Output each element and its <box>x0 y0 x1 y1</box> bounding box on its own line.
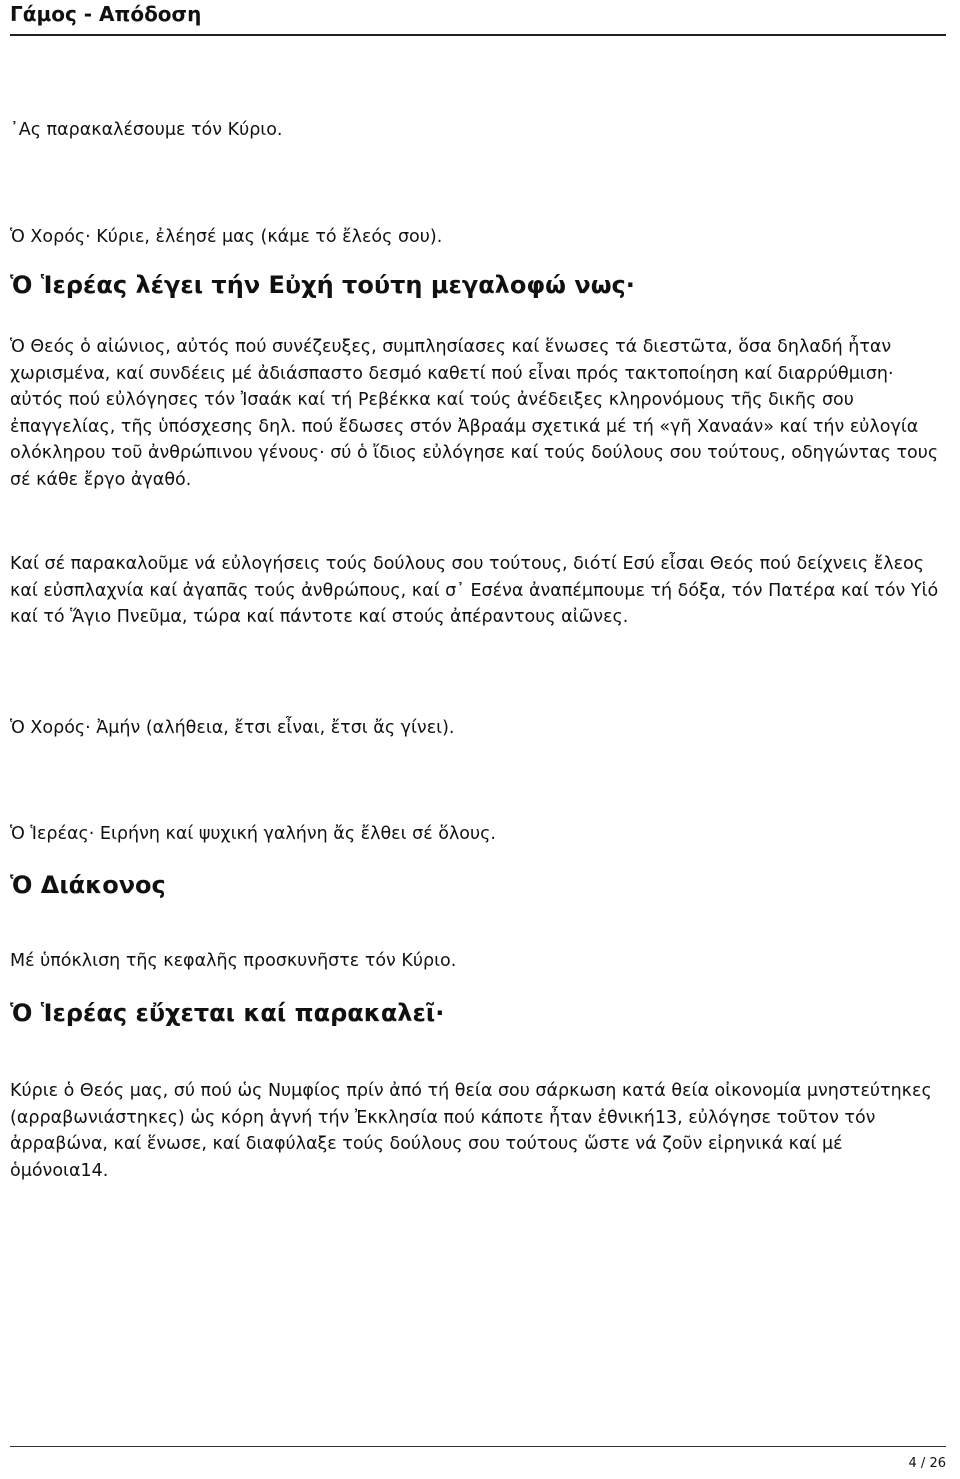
prayer-paragraph: Ὁ Θεός ὁ αἰώνιος, αὐτός πού συνέζευξες, συμπλησίασες καί ἕνωσες τά διεστῶτα, ὅσα δηλαδή ἦταν χωρισμένα, καί συνδέεις μέ ἀδιάσπαστο δεσμό καθετί πού εἶναι πρός τακτοποίηση καί διαρρύθμιση· αὐτός πού εὐλόγησες τόν Ἰσαάκ καί τή Ρεβέκκα καί τούς ἀνέδειξες κληρονόμους τῆς δικῆς σου ἐπαγγελίας, τῆς ὑπόσχεσης δηλ. πού ἔδωσες στόν Ἀβραάμ σχετικά μέ τή «γῆ Χαναάν» καί τήν εὐλογία ολόκληρου τοῦ ἀνθρώπινου γένους· σύ ὁ ἴδιος εὐλόγησε καί τούς δούλους σου τούτους, οδηγώντας τους σέ κάθε ἔργο ἀγαθό. <box>10 337 939 490</box>
section-heading-priest-prays: Ὁ Ἱερέας εὔχεται καί παρακαλεῖ· <box>10 999 445 1027</box>
page-number: 4 / 26 <box>908 1456 946 1471</box>
document-title: Γάμος - Απόδοση <box>10 2 202 26</box>
document-body <box>10 117 940 1184</box>
header-divider <box>10 34 946 36</box>
prayer-doxology-paragraph: Καί σέ παρακαλοῦμε νά εὐλογήσεις τούς δούλους σου τούτους, διότί Εσύ εἶσαι Θεός πού δείχνεις ἔλεος καί εὐσπλαχνία καί ἀγαπᾶς τούς ἀνθρώπους, καί σ᾿ Εσένα ἀναπέμπουμε τή δόξα, τόν Πατέρα καί τόν Υἱό καί τό Ἅγιο Πνεῦμα, τώρα καί πάντοτε καί στούς ἀπέραντους αἰῶνες. <box>10 554 939 627</box>
section-heading-deacon: Ὁ Διάκονος <box>10 870 166 899</box>
choir-response-kyrie: Ὁ Χορός· Κύριε, ἐλέησέ μας (κάμε τό ἔλεός σου). <box>10 226 443 247</box>
footer-divider <box>10 1446 946 1447</box>
betrothal-prayer-paragraph: Κύριε ὁ Θεός μας, σύ πού ὡς Νυμφίος πρίν ἀπό τή θεία σου σάρκωση κατά θεία οἰκονομία μνηστεύτηκες (αρραβωνιάστηκες) ὡς κόρη ἁγνή τήν Ἐκκλησία πού κάποτε ἦταν ἐθνική13, εὐλόγησε τοῦτον τόν ἀρραβώνα, καί ἕνωσε, καί διαφύλαξε τούς δούλους σου τούτους ὥστε νά ζοῦν εἰρηνικά καί μέ ὁμόνοια14. <box>10 1081 932 1181</box>
priest-peace-line: Ὁ Ἱερέας· Ειρήνη καί ψυχική γαλήνη ἄς ἔλθει σέ ὅλους. <box>10 824 496 844</box>
choir-response-amen: Ὁ Χορός· Ἀμήν (αλήθεια, ἔτσι εἶναι, ἔτσι ἄς γίνει). <box>10 717 455 738</box>
section-heading-priest-prayer: Ὁ Ἱερέας λέγει τήν Εὐχή τούτη μεγαλοφώ νως· <box>10 271 635 299</box>
deacon-instruction: Μέ ὑπόκλιση τῆς κεφαλῆς προσκυνῆστε τόν Κύριο. <box>10 950 457 971</box>
invocation-line: ᾿Ας παρακαλέσουμε τόν Κύριο. <box>10 120 283 140</box>
